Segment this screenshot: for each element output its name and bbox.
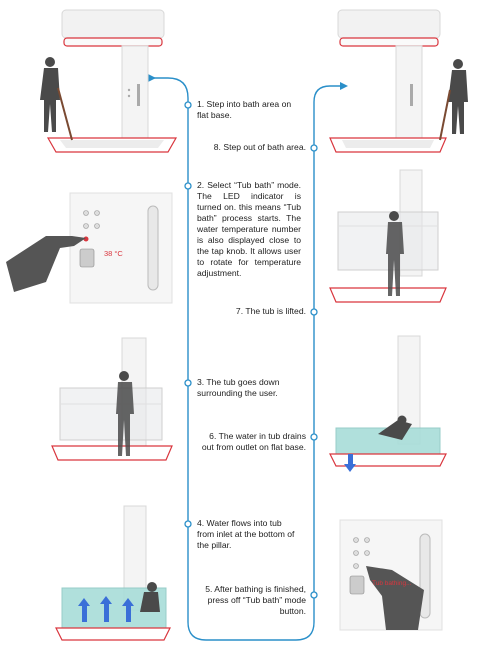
step-5-text: 5. After bathing is finished, press off “Tub bath” mode button. <box>205 584 306 616</box>
flow-line-down <box>152 78 346 640</box>
illustration-step-8 <box>330 10 468 152</box>
illustration-step-3 <box>52 338 172 460</box>
step-1-text: 1. Step into bath area on flat base. <box>197 99 292 120</box>
step-6-text: 6. The water in tub drains out from outlet on flat base. <box>201 431 306 452</box>
step-3-text: 3. The tub goes down surrounding the user. <box>197 377 280 398</box>
step-2-text: 2. Select “Tub bath” mode. The LED indicator is turned on. this means “Tub bath” process starts. The water temperature number is also displayed close to the tap knob. It allows user to rotate for temperature adjustment. <box>197 180 301 278</box>
step-dot-4 <box>185 521 191 527</box>
panel-status: Tub bathing... <box>372 580 412 587</box>
illustration-step-1 <box>40 10 176 152</box>
step-dot-2 <box>185 183 191 189</box>
step-dot-5 <box>311 592 317 598</box>
illustration-step-6 <box>330 336 446 472</box>
step-dot-6 <box>311 434 317 440</box>
illustration-step-5 <box>340 520 442 630</box>
step-4-text: 4. Water flows into tub from inlet at the bottom of the pillar. <box>197 518 295 550</box>
step-8-text: 8. Step out of bath area. <box>213 142 306 152</box>
step-7-text: 7. The tub is lifted. <box>235 306 306 316</box>
panel-temperature: 38 °C <box>104 249 123 258</box>
illustration-step-4 <box>56 506 170 640</box>
flow-arrow-end <box>340 82 348 90</box>
step-dot-3 <box>185 380 191 386</box>
illustration-step-2 <box>6 193 172 303</box>
illustration-step-7 <box>330 170 446 302</box>
step-dot-1 <box>185 102 191 108</box>
step-dot-8 <box>311 145 317 151</box>
flow-arrow-start <box>148 74 156 82</box>
step-dot-7 <box>311 309 317 315</box>
